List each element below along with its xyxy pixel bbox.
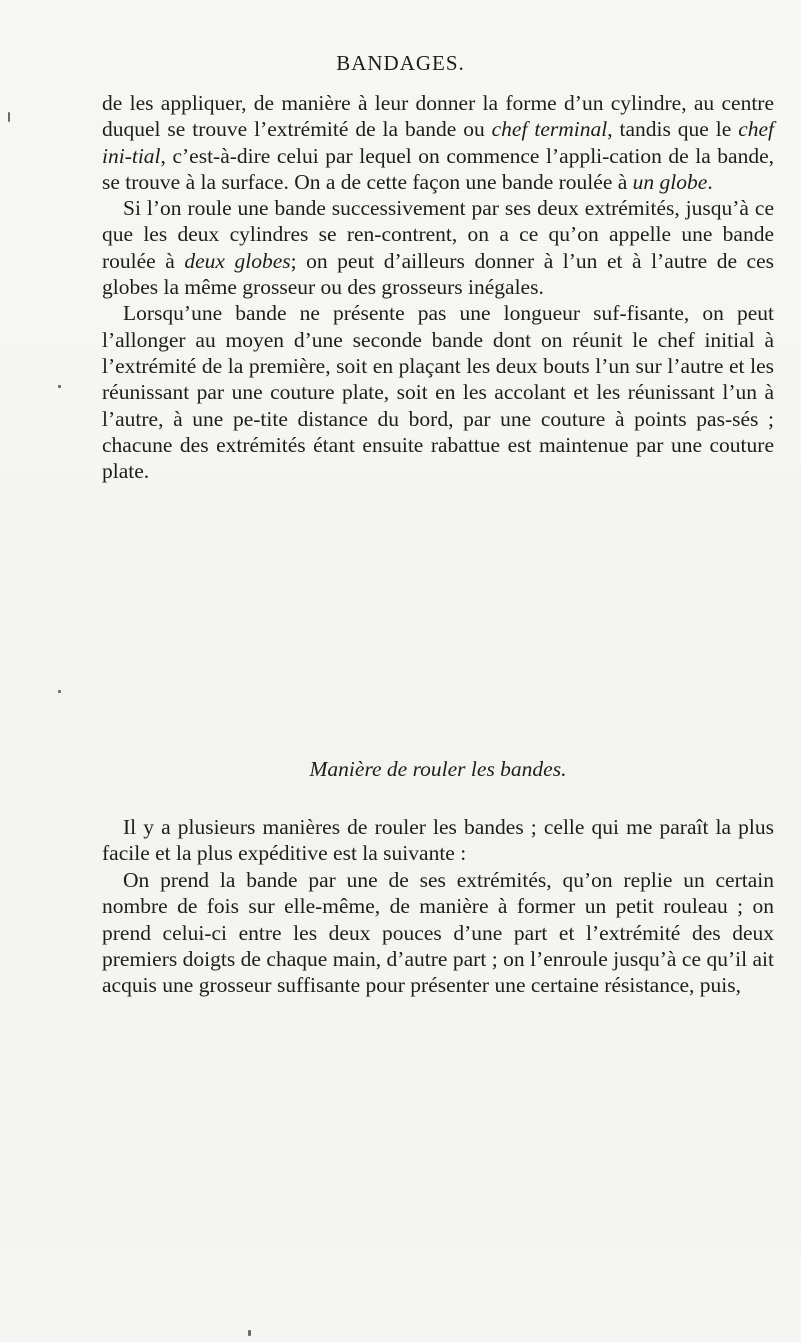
- italic-term: un globe: [632, 169, 708, 194]
- text-run: Si l’on roule une bande successivement par ses deux extrémités, jusqu’à ce que les deux cylindres se ren-contrent, on a ce qu’on appelle une bande roulée à: [102, 196, 774, 273]
- text-run: ; on peut d’ailleurs donner à l’un et à l’autre de ces globes la même grosseur ou des grosseurs inégales.: [102, 248, 775, 300]
- text-run: de les appliquer, de manière à leur donner la forme d’un cylindre, au centre duquel se trouve l’extrémité de la bande ou: [102, 91, 774, 142]
- paragraph: [102, 90, 774, 195]
- paragraph: [102, 814, 774, 867]
- text-run: Il y a plusieurs manières de rouler les bandes ; celle qui me paraît la plus facile et la plus expéditive est la suivante :: [102, 815, 774, 866]
- margin-speck: [248, 1330, 251, 1336]
- body-text-block-2: [102, 814, 774, 999]
- paragraph: [102, 300, 774, 484]
- section-title: Manière de rouler les bandes.: [309, 757, 567, 781]
- body-text-block-1: [102, 90, 774, 484]
- margin-speck: [8, 112, 10, 122]
- text-run: , tandis que le: [607, 117, 739, 142]
- paragraph: [102, 195, 774, 300]
- text-run: , c’est-à-dire celui par lequel on commence l’appli-cation de la bande, se trouve à la surface. On a de cette façon une bande roulée à: [102, 143, 774, 194]
- italic-term: chef terminal: [491, 117, 608, 142]
- text-run: On prend la bande par une de ses extrémités, qu’on replie un certain nombre de fois sur elle-même, de manière à former un petit rouleau ; on prend celui-ci entre les deux pouces d’une part et l’extrémité des deux premiers doigts de chaque main, d’autre part ; on l’enroule jusqu’à ce qu’il ait acquis une grosseur suffisante pour présenter une certaine résistance, puis,: [102, 867, 774, 998]
- italic-term: chef ini-tial: [102, 117, 775, 168]
- italic-term: deux globes: [184, 248, 291, 273]
- running-head: BANDAGES.: [336, 51, 465, 75]
- text-run: .: [707, 169, 713, 194]
- margin-speck: [58, 385, 61, 388]
- text-run: Lorsqu’une bande ne présente pas une longueur suf-fisante, on peut l’allonger au moyen d’une seconde bande dont on réunit le chef initial à l’extrémité de la première, soit en plaçant les deux bouts l’un sur l’autre et les réunissant par une couture plate, soit en les accolant et les réunissant l’un à l’autre, à une pe-tite distance du bord, par une couture à points pas-sés ; chacune des extrémités étant ensuite rabattue est maintenue par une couture plate.: [102, 301, 774, 484]
- margin-speck: [58, 690, 61, 693]
- paragraph: [102, 867, 774, 999]
